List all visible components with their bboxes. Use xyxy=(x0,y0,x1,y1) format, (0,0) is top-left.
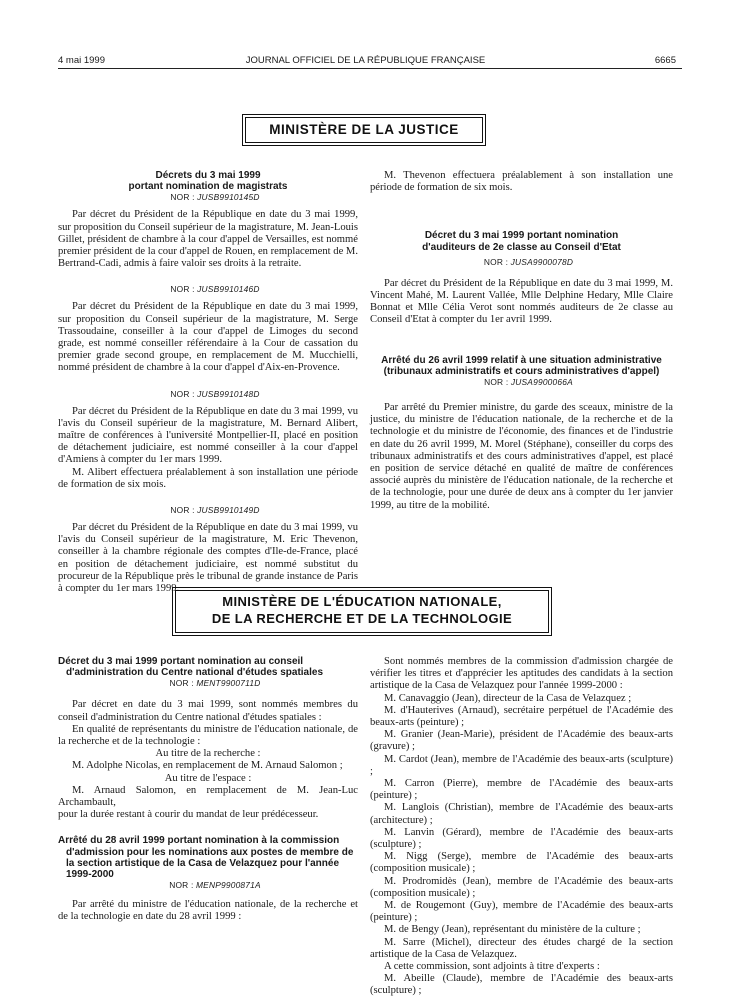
decree-paragraph: Par décret du Président de la République en date du 3 mai 1999, vu l'avis du Conseil supérieur de la magistrature, M. Bernard Alibert, maître de conférences à l'université Montpellier-II, placé en position de détachement judiciaire, est nommé conseiller à la cour d'appel d'Amiens à compter du 1er mars 1999. xyxy=(58,405,358,466)
nor-reference: NOR : MENP9900871A xyxy=(169,880,261,891)
header-rule xyxy=(58,68,682,69)
expert-entry: M. Abeille (Claude), membre de l'Académie des beaux-arts (sculpture) ; xyxy=(370,973,673,997)
decree-paragraph: M. Thevenon effectuera préalablement à son installation une période de formation de six mois. xyxy=(370,170,673,194)
decree1-title-line2: portant nomination de magistrats xyxy=(128,181,288,193)
nor-reference: NOR : MENT9900711D xyxy=(169,678,261,689)
members-list xyxy=(370,693,673,961)
decree2-title-line2: d'auditeurs de 2e classe au Conseil d'Etat xyxy=(422,241,621,253)
cnes-decree-title: Décret du 3 mai 1999 portant nomination au conseil d'administration du Centre national d'études spatiales xyxy=(58,656,324,679)
decree-paragraph: En qualité de représentants du ministre de l'éducation nationale, de la recherche et de la technologie : xyxy=(58,723,358,748)
subheading: Au titre de l'espace : xyxy=(164,772,252,784)
member-entry: M. Carron (Pierre), membre de l'Académie des beaux-arts (peinture) ; xyxy=(370,778,673,802)
decree-paragraph: Par décret du Président de la République en date du 3 mai 1999, M. Vincent Mahé, M. Laurent Vallée, Mlle Delphine Hedary, Mlle Claire Bonnat et Mlle Célia Verot sont nommés auditeurs de 2e classe au Conseil d'Etat à compter du 1er avril 1999. xyxy=(370,277,673,326)
member-entry: M. Lanvin (Gérard), membre de l'Académie des beaux-arts (sculpture) ; xyxy=(370,826,673,851)
decree-paragraph: Par décret du Président de la République en date du 3 mai 1999, sur proposition du Conseil supérieur de la magistrature, M. Serge Trassoudaine, conseiller à la cour d'appel de Limoges du second grade, est nommé conseiller référendaire à la Cour de cassation du premier grade second groupe, en remplacement de M. Mucchielli, nommé président de chambre à la cour d'appel d'Aix-en-Provence. xyxy=(58,301,358,374)
ministry-education-box xyxy=(175,590,549,633)
ministry-justice-title: MINISTÈRE DE LA JUSTICE xyxy=(269,122,459,137)
header-journal-title: JOURNAL OFFICIEL DE LA RÉPUBLIQUE FRANÇAISE xyxy=(245,55,486,66)
experts-list xyxy=(370,973,673,997)
nor-reference: NOR : JUSB9910145D xyxy=(170,192,260,203)
justice-left-column xyxy=(58,170,358,595)
decree-paragraph: Par décret du Président de la République en date du 3 mai 1999, vu l'avis du Conseil supérieur de la magistrature, M. Eric Thevenon, conseiller à la chambre régionale des comptes d'Ile-de-France, placé en position de détachement judiciaire, est nommé substitut du procureur de la République près le tribunal de grande instance de Paris à compter du 1er mars 1999. xyxy=(58,522,358,595)
decree-paragraph: Par décret en date du 3 mai 1999, sont nommés membres du conseil d'administration du Centre national d'études spatiales : xyxy=(58,699,358,723)
running-header xyxy=(0,0,731,70)
velazquez-arrete-title: Arrêté du 28 avril 1999 portant nomination à la commission d'admission pour les nominations aux postes de membre de la section artistique de la Casa de Velazquez pour l'année 1999-2000 xyxy=(58,835,354,881)
arrete-justice-title: Arrêté du 26 avril 1999 relatif à une situation administrative (tribunaux administratifs et cours administratives d'appel) xyxy=(381,354,662,377)
nor-reference: NOR : JUSB9910146D xyxy=(170,284,260,295)
arrete-paragraph: Par arrêté du Premier ministre, du garde des sceaux, ministre de la justice, du ministre de l'éducation nationale, de la recherche et de la technologie et du ministre de l'économie, des finances et de l'industrie en date du 26 avril 1999, M. Morel (Stéphane), conseiller du corps des tribunaux administratifs et des cours administratives d'appel, est placé en position de service détaché en qualité de maître de conférences associé auprès du ministère de l'éducation nationale, de la recherche et de la technologie, pour une durée de deux ans à compter du 1er janvier 1999, au titre de la mobilité. xyxy=(370,402,673,511)
decree-paragraph: pour la durée restant à courir du mandat de leur prédécesseur. xyxy=(58,809,319,821)
member-entry: M. d'Hauterives (Arnaud), secrétaire perpétuel de l'Académie des beaux-arts (peinture) ; xyxy=(370,704,673,729)
nor-reference: NOR : JUSB9910148D xyxy=(170,388,260,399)
header-page-number: 6665 xyxy=(654,55,676,66)
education-left-column xyxy=(58,656,358,924)
education-right-column xyxy=(370,656,673,998)
member-entry: M. de Bengy (Jean), représentant du ministère de la culture ; xyxy=(384,924,641,936)
decree-paragraph: Par décret du Président de la République en date du 3 mai 1999, sur proposition du Conseil supérieur de la magistrature, M. Jean-Louis Gillet, président de chambre à la cour d'appel de Versailles, est nommé premier président de la cour d'appel de Rouen, en remplacement de M. Bertrand-Cadi, admis à faire valoir ses droits à la retraite. xyxy=(58,209,358,270)
arrete-paragraph: Par arrêté du ministre de l'éducation nationale, de la recherche et de la technologie en date du 28 avril 1999 : xyxy=(58,899,358,923)
ministry-education-title-line1: MINISTÈRE DE L'ÉDUCATION NATIONALE, xyxy=(222,594,502,609)
member-entry: M. de Rougemont (Guy), membre de l'Académie des beaux-arts (peinture) ; xyxy=(370,900,673,924)
nor-reference: NOR : JUSA9900078D xyxy=(483,256,574,267)
decree1-title-line1: Décrets du 3 mai 1999 xyxy=(155,170,261,181)
nor-reference: NOR : JUSB9910149D xyxy=(170,505,260,516)
nor-reference: NOR : JUSA9900066A xyxy=(484,377,573,388)
member-entry: M. Granier (Jean-Marie), président de l'Académie des beaux-arts (gravure) ; xyxy=(370,729,673,753)
ministry-justice-box xyxy=(245,117,483,143)
decree-paragraph: M. Adolphe Nicolas, en remplacement de M. Arnaud Salomon ; xyxy=(72,760,343,772)
ministry-education-title-line2: DE LA RECHERCHE ET DE LA TECHNOLOGIE xyxy=(211,610,513,626)
decree-paragraph: M. Arnaud Salomon, en remplacement de M. Jean-Luc Archambault, xyxy=(58,784,358,809)
member-entry: M. Sarre (Michel), directeur des études chargé de la section artistique de la Casa de Velazquez. xyxy=(370,936,673,960)
member-entry: M. Prodromidès (Jean), membre de l'Académie des beaux-arts (composition musicale) ; xyxy=(370,875,673,899)
member-entry: M. Cardot (Jean), membre de l'Académie des beaux-arts (sculpture) ; xyxy=(370,753,673,777)
justice-right-column xyxy=(370,170,673,512)
header-date: 4 mai 1999 xyxy=(58,55,106,66)
member-entry: M. Canavaggio (Jean), directeur de la Casa de Velazquez ; xyxy=(384,692,632,704)
member-entry: M. Langlois (Christian), membre de l'Académie des beaux-arts (architecture) ; xyxy=(370,802,673,826)
members-intro: Sont nommés membres de la commission d'admission chargée de vérifier les titres et d'apprécier les aptitudes des candidats à la section artistique de la Casa de Velazquez pour l'année 1999-2000 : xyxy=(370,656,673,692)
experts-intro: A cette commission, sont adjoints à titre d'experts : xyxy=(384,961,600,973)
member-entry: M. Nigg (Serge), membre de l'Académie des beaux-arts (composition musicale) ; xyxy=(370,851,673,875)
subheading: Au titre de la recherche : xyxy=(155,748,261,760)
decree-paragraph: M. Alibert effectuera préalablement à son installation une période de formation de six mois. xyxy=(58,466,358,490)
decree2-title-line1: Décret du 3 mai 1999 portant nomination xyxy=(424,230,619,242)
